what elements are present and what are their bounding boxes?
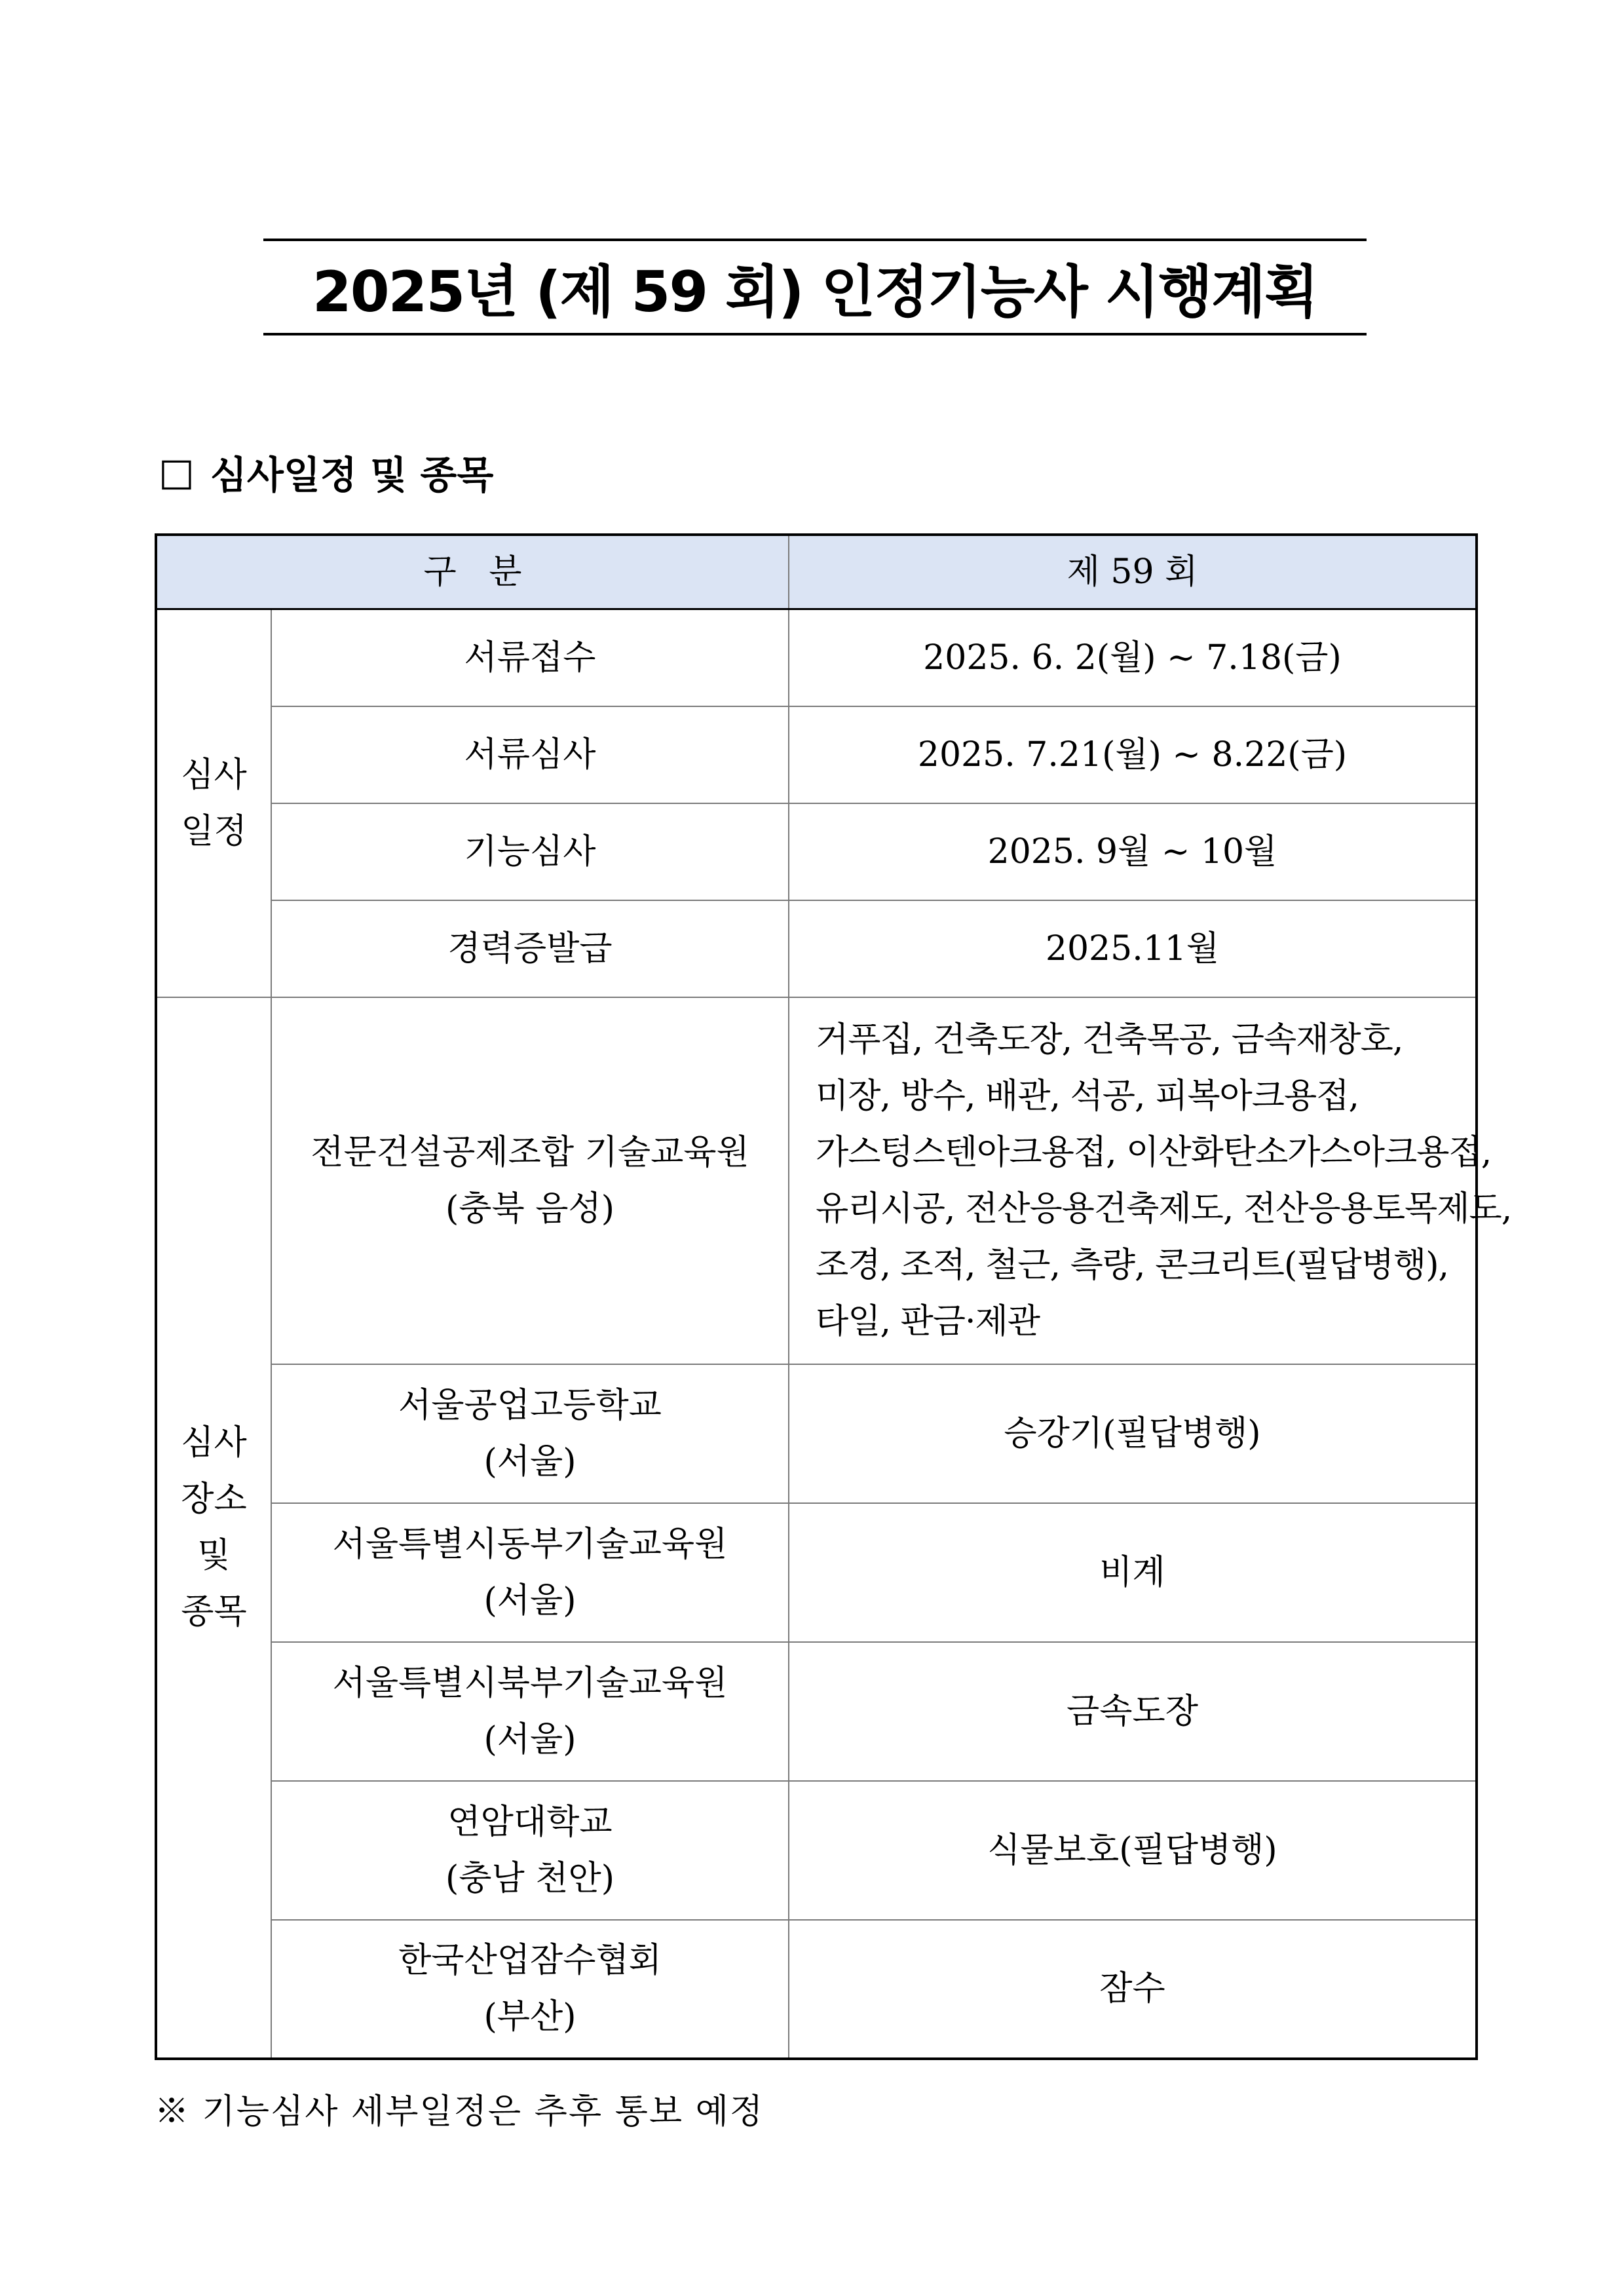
schedule-value: 2025. 6. 2(월) ~ 7.18(금): [789, 609, 1477, 706]
items-line: 조경, 조적, 철근, 측량, 콘크리트(필답병행),: [816, 1245, 1449, 1285]
place-cell: [271, 1364, 789, 1503]
place-name: 전문건설공제조합 기술교육원: [311, 1132, 749, 1172]
checkbox-square-icon: □: [159, 450, 195, 494]
place-location: (충남 천안): [445, 1858, 615, 1898]
table-row: [156, 1364, 1477, 1503]
schedule-value: 2025. 7.21(월) ~ 8.22(금): [789, 706, 1477, 803]
schedule-group-line1: 심사: [181, 755, 247, 795]
places-group-line3: 및: [197, 1536, 231, 1575]
header-category: [156, 535, 789, 609]
section-heading-text: 심사일정 및 종목: [210, 453, 494, 497]
place-cell: [271, 1642, 789, 1781]
place-cell: [271, 1781, 789, 1920]
schedule-group-line2: 일정: [181, 811, 247, 851]
schedule-group-cell: [156, 609, 271, 997]
table-row: [156, 1642, 1477, 1781]
items-cell: 잠수: [789, 1920, 1477, 2059]
footnote: ※ 기능심사 세부일정은 추후 통보 예정: [155, 2092, 765, 2132]
schedule-table: [155, 533, 1512, 2060]
items-cell: 승강기(필답병행): [789, 1364, 1477, 1503]
place-cell: [271, 1920, 789, 2059]
title-block: [263, 239, 1367, 335]
table-row: [156, 900, 1477, 997]
table-row: [156, 1503, 1477, 1642]
table-row: [156, 609, 1477, 706]
places-group-line2: 장소: [181, 1480, 247, 1519]
schedule-label: 기능심사: [271, 803, 789, 900]
place-location: (서울): [483, 1442, 576, 1482]
place-location: (서울): [483, 1719, 576, 1759]
table-row: [156, 1781, 1477, 1920]
table-row: [156, 706, 1477, 803]
places-group-cell: [156, 997, 271, 2059]
place-location: (충북 음성): [445, 1189, 615, 1229]
items-cell: 식물보호(필답병행): [789, 1781, 1477, 1920]
place-name: 연암대학교: [447, 1802, 613, 1842]
place-name: 서울특별시동부기술교육원: [332, 1524, 728, 1564]
schedule-value: 2025.11월: [789, 900, 1477, 997]
place-location: (서울): [483, 1580, 576, 1620]
items-line: 유리시공, 전산응용건축제도, 전산응용토목제도,: [816, 1189, 1512, 1229]
places-group-line4: 종목: [181, 1592, 247, 1632]
place-name: 서울공업고등학교: [398, 1385, 662, 1425]
items-cell: [789, 997, 1512, 1364]
place-cell: [271, 997, 789, 1364]
items-line: 타일, 판금·제관: [816, 1301, 1040, 1341]
items-line: 가스텅스텐아크용접, 이산화탄소가스아크용접,: [816, 1132, 1492, 1172]
place-name: 한국산업잠수협회: [398, 1941, 662, 1980]
place-name: 서울특별시북부기술교육원: [332, 1663, 728, 1703]
schedule-value: 2025. 9월 ~ 10월: [789, 803, 1477, 900]
items-line: 거푸집, 건축도장, 건축목공, 금속재창호,: [816, 1020, 1403, 1060]
place-cell: [271, 1503, 789, 1642]
page-title: 2025년 (제 59 회) 인정기능사 시행계획: [312, 259, 1318, 325]
items-line: 미장, 방수, 배관, 석공, 피복아크용접,: [816, 1076, 1359, 1116]
table-row: [156, 803, 1477, 900]
schedule-label: 서류접수: [271, 609, 789, 706]
table-header-row: [156, 535, 1477, 609]
table-row: [156, 1920, 1477, 2059]
header-category-text: 구 분: [423, 552, 522, 592]
table-row: [156, 997, 1477, 1364]
schedule-label: 경력증발급: [271, 900, 789, 997]
schedule-label: 서류심사: [271, 706, 789, 803]
place-location: (부산): [483, 1997, 576, 2037]
items-cell: 비계: [789, 1503, 1477, 1642]
section-heading: [159, 446, 493, 498]
items-cell: 금속도장: [789, 1642, 1477, 1781]
places-group-line1: 심사: [181, 1423, 247, 1463]
header-round: 제 59 회: [789, 535, 1477, 609]
